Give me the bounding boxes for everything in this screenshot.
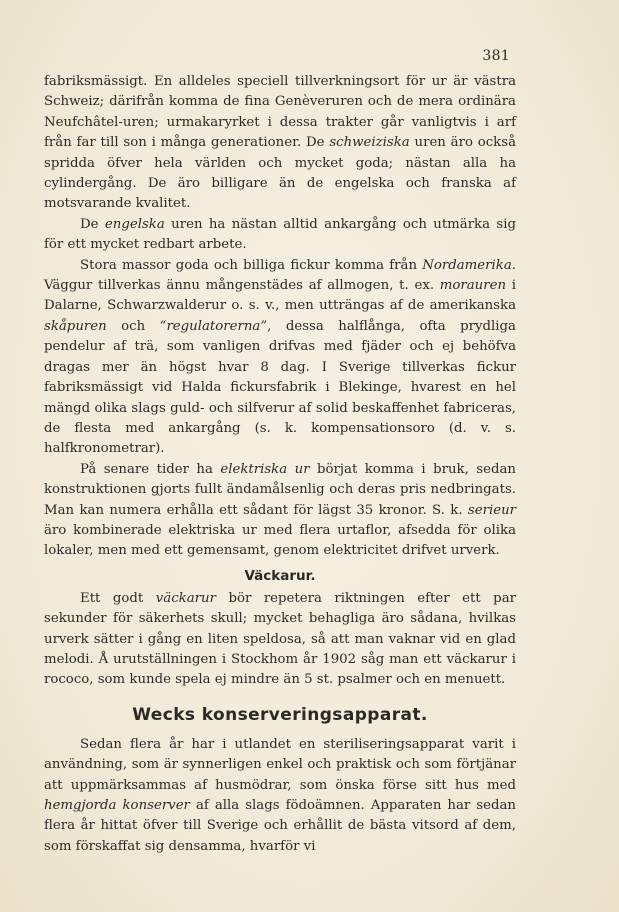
paragraph-5: Ett godt väckarur bör repetera riktningen efter ett par sekunder för säkerhets skull; mycket behagliga äro sådana, hvilkas urverk sätter i gång en liten speldosa, så att man vaknar vid en glad melodi. Å urutställningen i Stockhom år 1902 såg man ett väckarur i rococo, som kunde spela ej mindre än 5 st. psalmer och en menuett.: [44, 590, 516, 688]
page-content: [44, 72, 516, 857]
paragraph-3: Stora massor goda och billiga fickur komma från Nordamerika. Väggur tillverkas ännu mångenstädes af allmogen, t. ex. morauren i Dalarne, Schwarzwalderur o. s. v., men utträngas af de amerikanska skåpuren och “regulatorerna”, dessa halflånga, ofta prydliga pendelur af trä, som vanligen drifvas med fjäder och ej behöfva dragas mer än högst hvar 8 dag. I Sverige tillverkas fickur fabriksmässigt vid Halda fickursfabrik i Blekinge, hvarest en hel mängd olika slags guld- och silfverur af solid beskaffenhet fabriceras, de flesta med ankargång (s. k. kompensationsoro (d. v. s. halfkronometrar).: [44, 257, 516, 457]
paragraph-2: De engelska uren ha nästan alltid ankargång och utmärka sig för ett mycket redbart arbete.: [44, 216, 516, 253]
subheading: Väckarur.: [244, 567, 316, 584]
paragraph-1: fabriksmässigt. En alldeles speciell tillverkningsort för ur är västra Schweiz; därifrån komma de fina Genèveruren och de mera ordinära Neufchâtel-uren; urmakaryrket i dessa trakter går vanligtvis i arf från far till son i många generationer. De schweiziska uren äro också spridda öfver hela världen och mycket goda; nästan alla ha cylindergång. De äro billigare än de engelska och franska af motsvarande kvalitet.: [44, 74, 516, 212]
section-heading: Wecks konserveringsapparat.: [132, 704, 428, 725]
paragraph-4: På senare tider ha elektriska ur börjat komma i bruk, sedan konstruktionen gjorts fullt ändamålsenlig och deras pris nedbringats. Man kan numera erhålla ett sådant för lägst 35 kronor. S. k. serieur äro kombinerade elektriska ur med flera urtaflor, afsedda för olika lokaler, men med ett gemensamt, genom elektricitet drifvet urverk.: [44, 461, 516, 559]
paragraph-6: Sedan flera år har i utlandet en steriliseringsapparat varit i användning, som är synnerligen enkel och praktisk och som förtjänar att uppmärksammas af husmödrar, som önska förse sitt hus med hemgjorda konserver af alla slags födoämnen. Apparaten har sedan flera år hittat öfver till Sverige och erhållit de bästa vitsord af dem, som förskaffat sig densamma, hvarför vi: [44, 736, 516, 854]
page-number: 381: [482, 48, 510, 64]
